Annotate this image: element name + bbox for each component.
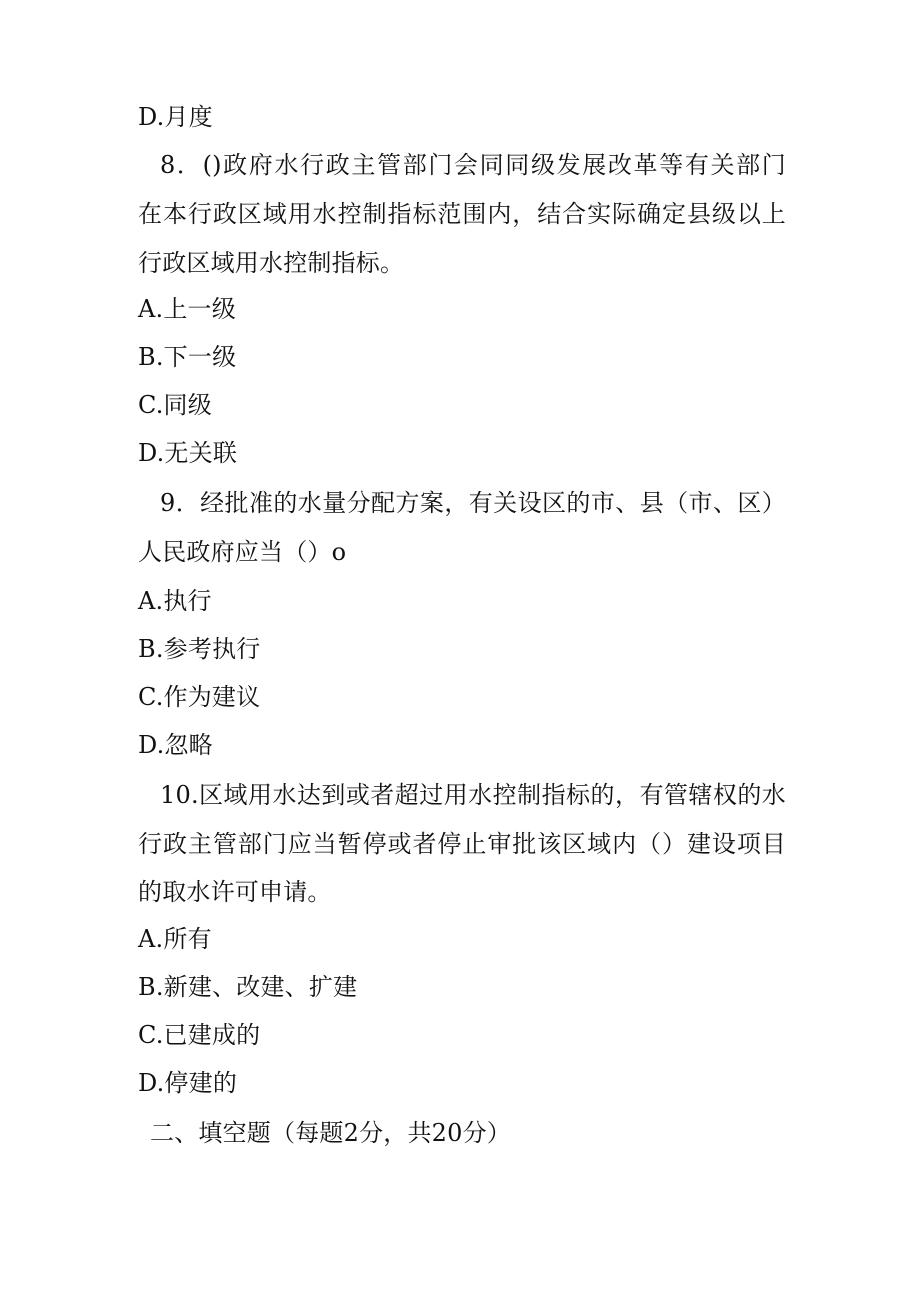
option-c-q8: C.同级 (138, 391, 212, 419)
option-b-q9: B.参考执行 (138, 635, 261, 663)
option-d-q10: D.停建的 (138, 1069, 238, 1097)
question-8-line-3: 行政区域用水控制指标。 (138, 249, 405, 277)
question-10-line-3: 的取水许可申请。 (138, 878, 332, 906)
option-c-q10: C.已建成的 (138, 1021, 261, 1049)
option-b-q10: B.新建、改建、扩建 (138, 973, 358, 1001)
option-a-q9: A.执行 (138, 587, 212, 615)
option-d-q8: D.无关联 (138, 439, 238, 467)
question-9-line-1: 9．经批准的水量分配方案，有关设区的市、县（市、区） (160, 489, 786, 517)
section-heading-fill-in-blank: 二、填空题（每题2分，共20分） (150, 1119, 512, 1147)
option-d-q9: D.忽略 (138, 731, 213, 759)
question-9-line-2: 人民政府应当（）o (138, 538, 347, 566)
question-10-line-2: 行政主管部门应当暂停或者停止审批该区域内（）建设项目 (138, 830, 786, 858)
option-a-q8: A.上一级 (138, 295, 236, 323)
option-b-q8: B.下一级 (138, 343, 237, 371)
option-a-q10: A.所有 (138, 925, 212, 953)
question-8-line-1: 8．()政府水行政主管部门会同同级发展改革等有关部门 (160, 151, 786, 179)
option-d-q7: D.月度 (138, 103, 213, 131)
question-8-line-2: 在本行政区域用水控制指标范围内，结合实际确定县级以上 (138, 200, 786, 228)
question-10-line-1: 10.区域用水达到或者超过用水控制指标的，有管辖权的水 (160, 781, 786, 809)
option-c-q9: C.作为建议 (138, 683, 261, 711)
